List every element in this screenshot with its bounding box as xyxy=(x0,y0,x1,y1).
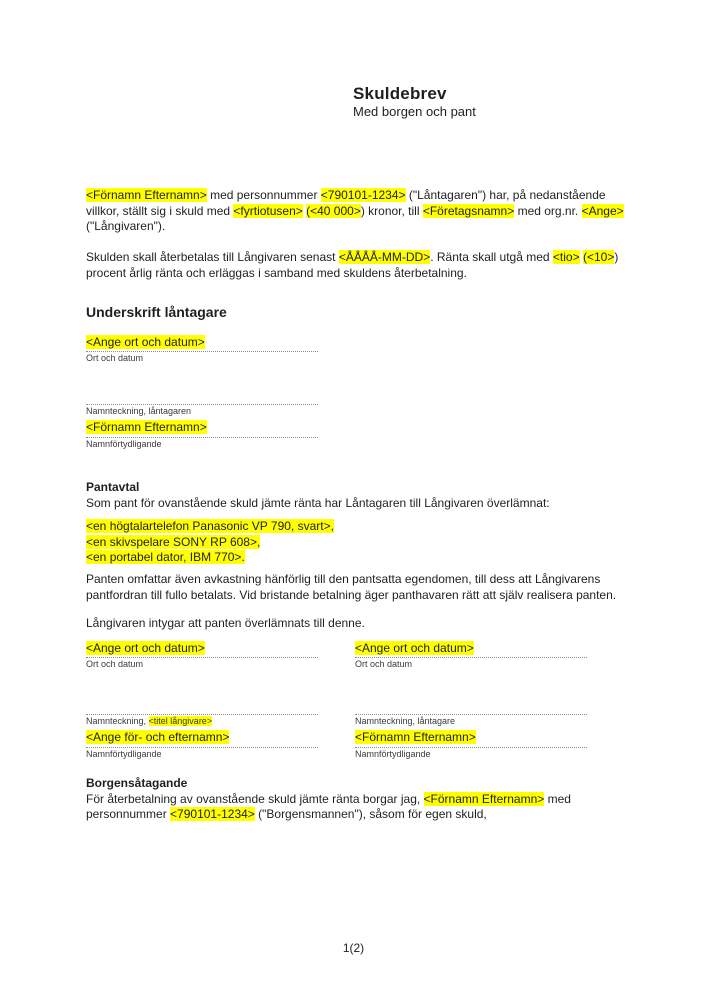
pledged-item xyxy=(86,535,628,551)
placeholder-field[interactable]: <ÅÅÅÅ-MM-DD> xyxy=(338,250,431,264)
title-block xyxy=(353,84,476,120)
borrower-signature-field xyxy=(86,403,318,450)
text-run: med org.nr. xyxy=(514,203,582,218)
name-clarification-value xyxy=(86,730,318,745)
signature-line xyxy=(86,657,318,658)
place-date-value xyxy=(355,641,587,656)
placeholder-field[interactable]: (<10> xyxy=(582,250,615,264)
text-run: ) procent årlig ränta och erläggas i samband med skuldens återbetalning. xyxy=(86,250,619,280)
placeholder-field[interactable]: <Förnamn Efternamn> xyxy=(86,188,207,202)
name-clarification-label: Namnförtydligande xyxy=(86,439,162,449)
text-run: med personnummer xyxy=(86,791,571,821)
lender-place-date-field xyxy=(86,641,318,670)
placeholder-field[interactable]: <en skivspelare SONY RP 608>, xyxy=(86,534,261,549)
document-title: Skuldebrev xyxy=(353,84,447,103)
text-run: ("Låntagaren") har, på nedanstående villkor, ställt sig i skuld med xyxy=(86,188,606,218)
borrower2-signature-field xyxy=(355,713,587,760)
heading-pantavtal: Pantavtal xyxy=(86,480,140,494)
signature-line xyxy=(355,714,587,715)
document-subtitle: Med borgen och pant xyxy=(353,104,476,119)
text-run: Namnteckning, xyxy=(86,716,149,726)
place-date-label: Ort och datum xyxy=(86,353,144,363)
pantavtal-paragraph-1: Panten omfattar även avkastning hänförlig till den pantsatta egendomen, till dess att Långivarens pantfordran till fullo betalats. Vid bristande betalning äger panthavaren rätt att själv realisera panten. xyxy=(86,572,617,602)
intro-paragraph-1 xyxy=(86,188,626,235)
placeholder-field[interactable]: <tio> xyxy=(552,250,580,264)
placeholder-field[interactable]: <790101-1234> xyxy=(170,807,255,821)
text-run: Namnteckning, låntagare xyxy=(355,716,456,726)
place-date-value xyxy=(86,641,318,656)
place-date-value xyxy=(86,335,318,350)
borrower2-place-date-field xyxy=(355,641,587,670)
text-run: ) kronor, till xyxy=(360,203,423,218)
heading-underskrift-lantagare: Underskrift låntagare xyxy=(86,304,227,320)
text-run: För återbetalning av ovanstående skuld jämte ränta borgar jag, xyxy=(86,791,424,806)
placeholder-field[interactable]: <790101-1234> xyxy=(320,188,406,202)
pledged-item xyxy=(86,550,628,566)
placeholder-field[interactable]: <Ange för- och efternamn> xyxy=(86,730,230,744)
borgensatagande-section xyxy=(86,776,626,823)
signature-line xyxy=(86,351,318,352)
placeholder-field[interactable]: <Ange ort och datum> xyxy=(355,641,474,655)
placeholder-field[interactable]: <Ange ort och datum> xyxy=(86,641,205,655)
name-clarification-label: Namnförtydligande xyxy=(86,749,162,759)
text-run: Skulden skall återbetalas till Långivaren senast xyxy=(86,250,339,264)
placeholder-field[interactable]: <Företagsnamn> xyxy=(422,203,515,218)
pantavtal-section xyxy=(86,480,628,511)
borgensatagande-paragraph xyxy=(86,792,626,823)
pledged-item xyxy=(86,519,628,535)
text-run: . Ränta skall utgå med xyxy=(430,250,553,264)
signature-label xyxy=(355,716,587,727)
placeholder-field[interactable]: <Ange ort och datum> xyxy=(86,335,205,349)
placeholder-field[interactable]: <en portabel dator, IBM 770>. xyxy=(86,550,245,564)
text-run: med personnummer xyxy=(206,188,321,202)
signature-line xyxy=(86,404,318,405)
intro-paragraph-2 xyxy=(86,250,626,281)
placeholder-field[interactable]: <Ange> xyxy=(581,203,624,218)
signature-label: Namnteckning, låntagaren xyxy=(86,406,192,416)
signature-line xyxy=(355,657,587,658)
placeholder-field[interactable]: <Förnamn Efternamn> xyxy=(86,420,207,434)
name-clarification-value xyxy=(355,730,587,745)
placeholder-field[interactable]: <Förnamn Efternamn> xyxy=(355,730,476,744)
lender-signature-field xyxy=(86,713,318,760)
signature-line xyxy=(86,747,318,748)
text-run: ("Långivaren"). xyxy=(86,219,166,233)
pantavtal-paragraph-2: Långivaren intygar att panten överlämnats till denne. xyxy=(86,616,365,630)
text-run: ("Borgensmannen"), såsom för egen skuld, xyxy=(254,807,487,821)
placeholder-field[interactable]: <titel långivare> xyxy=(148,716,213,726)
heading-borgensatagande: Borgensåtagande xyxy=(86,776,188,790)
place-date-label: Ort och datum xyxy=(86,659,144,669)
borrower-place-date-field xyxy=(86,335,318,364)
placeholder-field[interactable]: <en högtalartelefon Panasonic VP 790, svart>, xyxy=(86,519,334,533)
placeholder-field[interactable]: <fyrtiotusen> xyxy=(233,203,303,218)
pledged-items-list xyxy=(86,519,628,566)
place-date-label: Ort och datum xyxy=(355,659,413,669)
signature-label xyxy=(86,716,318,727)
name-clarification-value xyxy=(86,420,318,435)
signature-line xyxy=(86,714,318,715)
page-number: 1(2) xyxy=(342,941,365,955)
signature-line xyxy=(86,437,318,438)
signature-line xyxy=(355,747,587,748)
pantavtal-intro: Som pant för ovanstående skuld jämte ränta har Låntagaren till Långivaren överlämnat: xyxy=(86,495,550,510)
placeholder-field[interactable]: <Förnamn Efternamn> xyxy=(423,791,545,806)
name-clarification-label: Namnförtydligande xyxy=(355,749,431,759)
placeholder-field[interactable]: (<40 000> xyxy=(306,203,361,218)
